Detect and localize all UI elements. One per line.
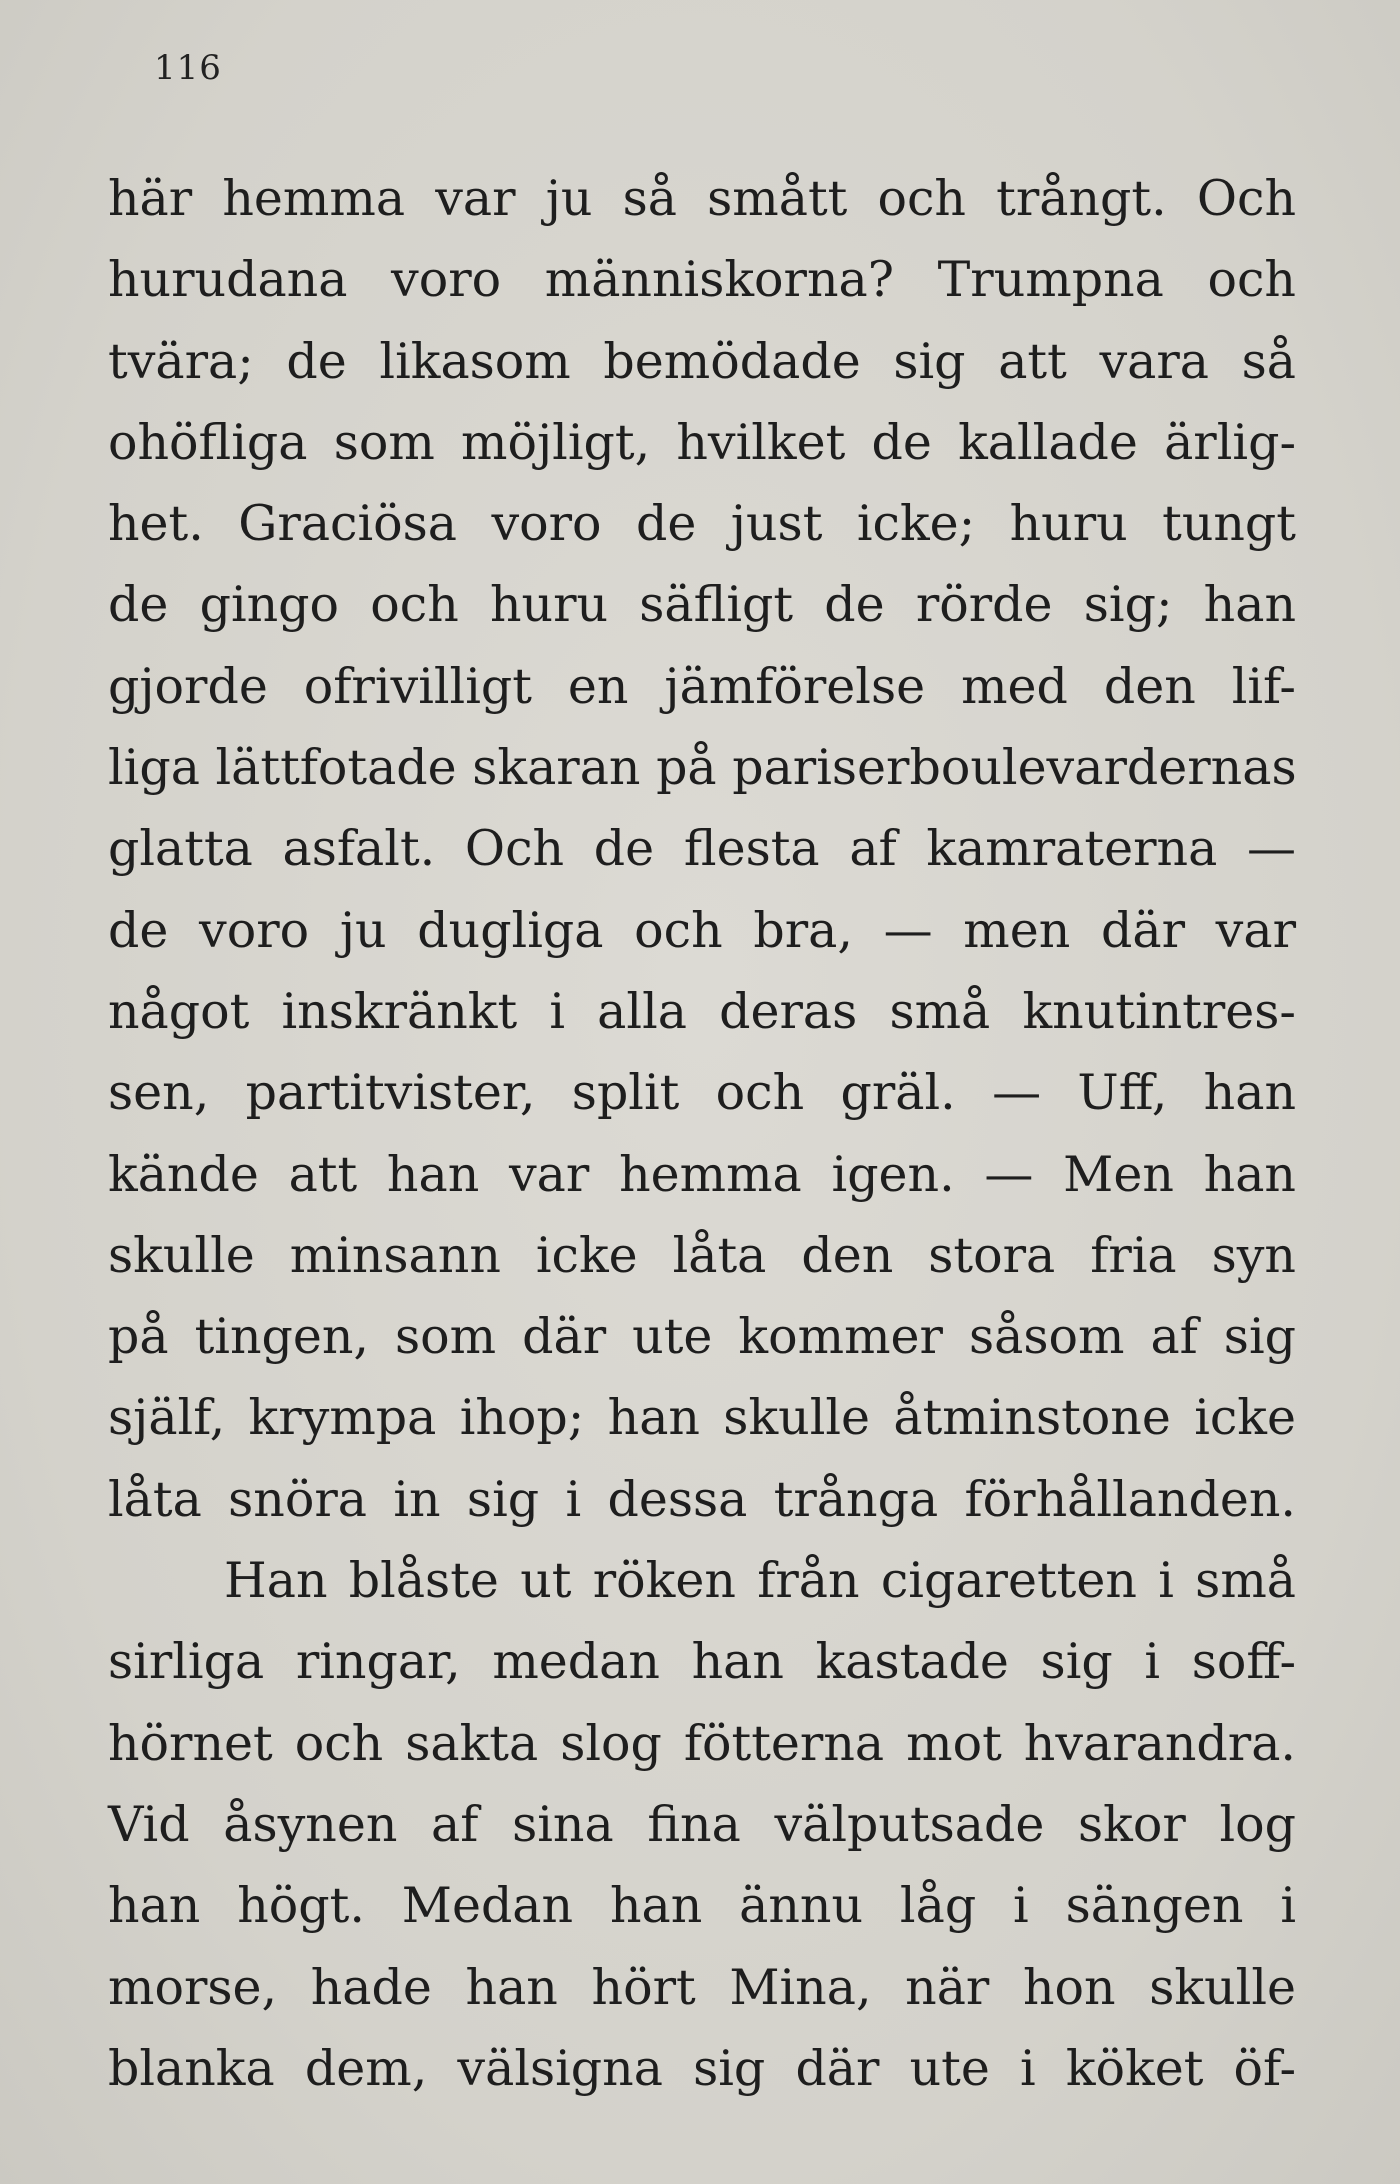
text-line: morse, hade han hört Mina, när hon skulle (108, 1958, 1296, 2016)
text-line: hörnet och sakta slog fötterna mot hvarandra. (108, 1714, 1296, 1772)
text-line: Vid åsynen af sina fina välputsade skor log (108, 1795, 1296, 1853)
text-line: här hemma var ju så smått och trångt. Och (108, 170, 1296, 227)
text-line: het. Graciösa voro de just icke; huru tungt (108, 495, 1296, 553)
text-line: blanka dem, välsigna sig där ute i köket öf- (108, 2039, 1296, 2097)
text-line: på tingen, som där ute kommer såsom af sig (108, 1308, 1296, 1366)
text-line: sen, partitvister, split och gräl. — Uff, han (108, 1064, 1296, 1122)
page-number: 116 (154, 48, 222, 88)
text-line: själf, krympa ihop; han skulle åtminstone icke (108, 1389, 1296, 1447)
text-line: de gingo och huru säfligt de rörde sig; han (108, 576, 1296, 634)
text-line: Han blåste ut röken från cigaretten i små (224, 1552, 1296, 1610)
text-line: låta snöra in sig i dessa trånga förhållanden. (108, 1470, 1296, 1528)
text-line: gjorde ofrivilligt en jämförelse med den lif- (108, 657, 1296, 715)
text-line: de voro ju dugliga och bra, — men där var (108, 901, 1296, 959)
text-line: glatta asfalt. Och de flesta af kamraterna — (108, 820, 1296, 878)
text-line: tvära; de likasom bemödade sig att vara så (108, 332, 1296, 390)
text-line: något inskränkt i alla deras små knutintres- (108, 982, 1296, 1040)
text-line: hurudana voro människorna? Trumpna och (108, 251, 1296, 309)
text-line: sirliga ringar, medan han kastade sig i soff- (108, 1633, 1296, 1691)
text-line: liga lättfotade skaran på pariserboulevardernas (108, 739, 1297, 797)
text-line: kände att han var hemma igen. — Men han (108, 1145, 1296, 1203)
text-line: ohöfliga som möjligt, hvilket de kallade ärlig- (108, 413, 1296, 471)
text-line: skulle minsann icke låta den stora fria syn (108, 1226, 1296, 1284)
text-line: han högt. Medan han ännu låg i sängen i (108, 1877, 1296, 1935)
body-text (108, 158, 1296, 2109)
